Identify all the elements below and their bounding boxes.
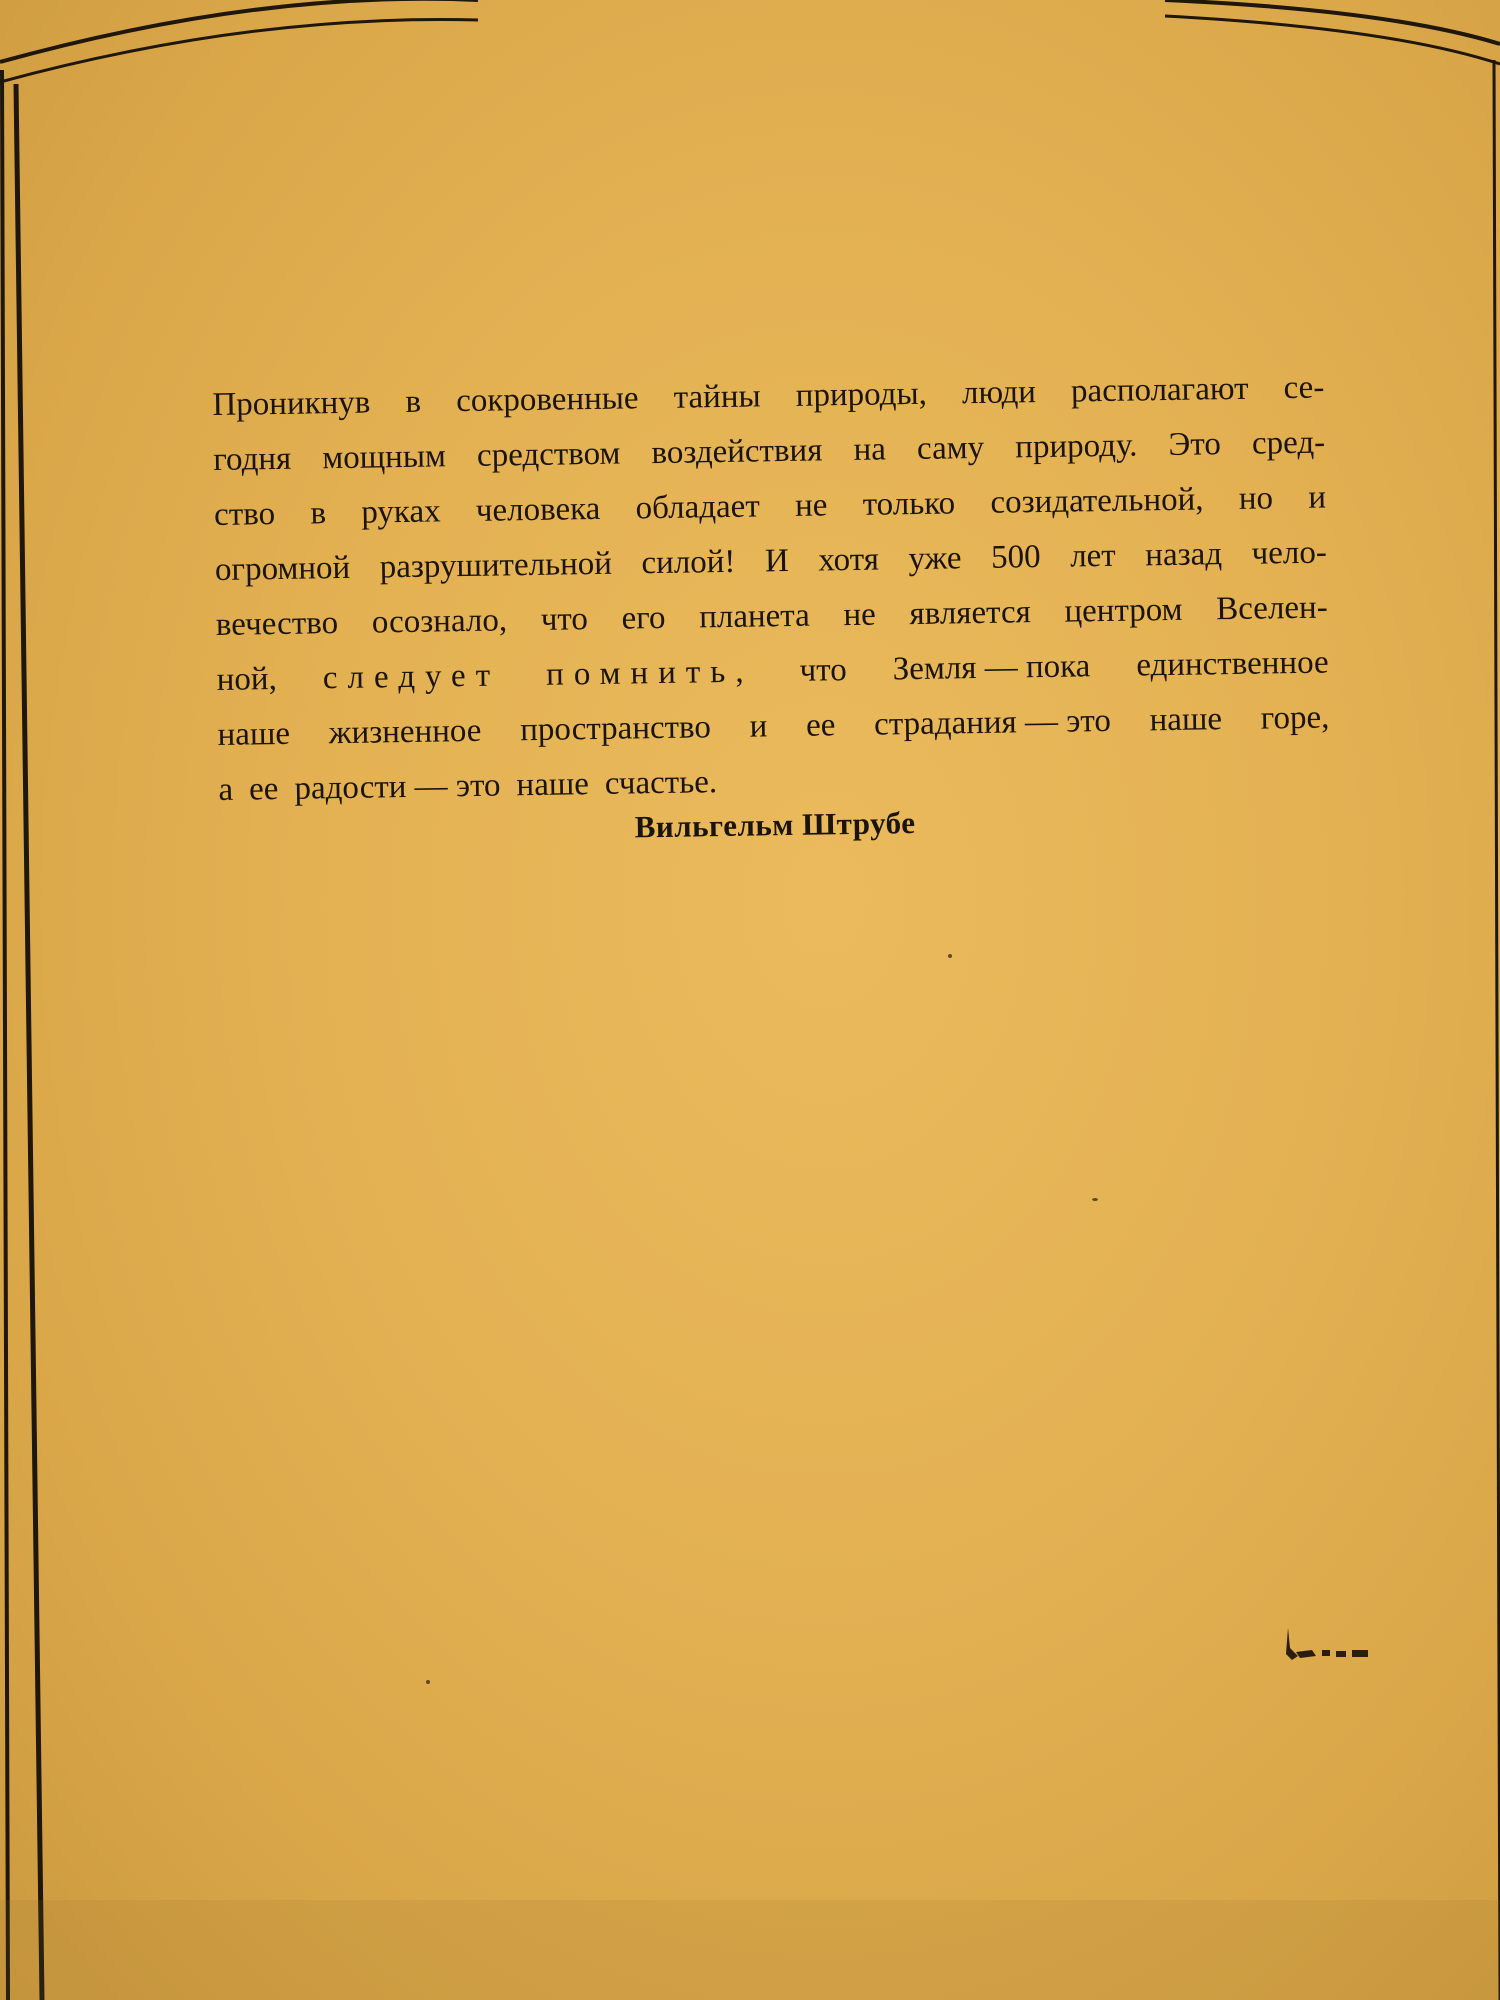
text-word: ее xyxy=(248,771,279,808)
text-word: что xyxy=(799,652,847,689)
text-word: человека xyxy=(475,490,601,529)
text-word: ной, xyxy=(216,661,278,698)
text-word: в xyxy=(405,383,422,420)
text-word: чело- xyxy=(1251,534,1328,572)
text-word: на xyxy=(853,431,887,468)
text-word: воздействия xyxy=(651,432,823,472)
text-word: сред- xyxy=(1251,424,1326,462)
frame-outer-line xyxy=(0,0,1500,62)
quote-block xyxy=(212,361,1331,845)
text-word: средством xyxy=(476,435,621,474)
text-word: и xyxy=(749,708,768,745)
text-word: вечество xyxy=(215,605,339,643)
text-word: в xyxy=(310,495,327,532)
text-word: не xyxy=(794,487,828,524)
text-word: страдания — это xyxy=(873,702,1112,743)
text-word: силой! xyxy=(641,543,736,582)
text-word: осознало, xyxy=(371,602,508,641)
text-word: Проникнув xyxy=(212,384,371,423)
text-word: созидательной, xyxy=(990,481,1204,521)
quote-paragraph xyxy=(212,361,1331,818)
ink-stamp-mark xyxy=(1282,1626,1378,1666)
text-word: сокровенные xyxy=(455,380,639,420)
text-word: И xyxy=(764,542,790,580)
text-word: и xyxy=(1308,479,1327,516)
text-word: радости — это xyxy=(294,767,501,807)
text-word: счастье. xyxy=(604,764,718,802)
text-word: огромной xyxy=(214,549,351,588)
text-word: саму xyxy=(916,429,985,467)
text-word: обладает xyxy=(635,488,760,527)
text-word: мощным xyxy=(322,438,447,477)
frame-inner-top-line xyxy=(0,16,1500,82)
text-word: не xyxy=(843,596,877,634)
text-word: 500 xyxy=(990,539,1041,576)
text-word: следует xyxy=(322,657,501,697)
text-word: что xyxy=(540,601,589,638)
text-word: тайны xyxy=(673,378,761,416)
text-word: пространство xyxy=(519,709,712,749)
text-word: помнить, xyxy=(545,653,754,693)
text-word: природу. xyxy=(1014,427,1138,466)
text-word: только xyxy=(862,485,956,523)
text-word: единственное xyxy=(1136,644,1329,684)
author-signature: Вильгельм Штрубе xyxy=(634,805,916,845)
text-word: разрушительной xyxy=(379,545,613,586)
text-word: наше xyxy=(1149,701,1223,739)
text-word: горе, xyxy=(1260,699,1330,737)
frame-left-line-inner xyxy=(16,84,42,2000)
text-word: его xyxy=(621,599,666,637)
text-word: Земля — пока xyxy=(892,648,1091,688)
text-word: хотя xyxy=(818,541,880,579)
text-word: жизненное xyxy=(328,712,482,752)
text-word: но xyxy=(1238,480,1274,517)
text-word: наше xyxy=(217,715,291,753)
frame-right-line xyxy=(1494,60,1500,2000)
text-word: является xyxy=(909,594,1032,633)
text-word: Вселен- xyxy=(1215,589,1328,628)
text-word: руках xyxy=(361,493,441,531)
text-word: наше xyxy=(516,766,590,804)
paper-speck xyxy=(426,1680,430,1684)
text-word: се- xyxy=(1283,369,1325,407)
text-word: люди xyxy=(961,374,1037,412)
text-word: Это xyxy=(1168,426,1222,463)
text-word: природы, xyxy=(795,375,928,414)
text-word: лет xyxy=(1069,537,1116,575)
text-word: назад xyxy=(1144,536,1223,574)
text-word: а xyxy=(218,771,234,808)
text-word: располагают xyxy=(1070,370,1249,410)
text-word: уже xyxy=(908,540,962,578)
text-word: годня xyxy=(213,440,292,478)
paper-speck xyxy=(948,954,952,958)
text-word: центром xyxy=(1064,591,1183,630)
text-word: ство xyxy=(213,496,276,533)
paper-speck xyxy=(1092,1198,1098,1201)
text-word: планета xyxy=(698,597,811,636)
text-word: ее xyxy=(805,707,836,744)
frame-left-line-outer xyxy=(2,70,8,2000)
